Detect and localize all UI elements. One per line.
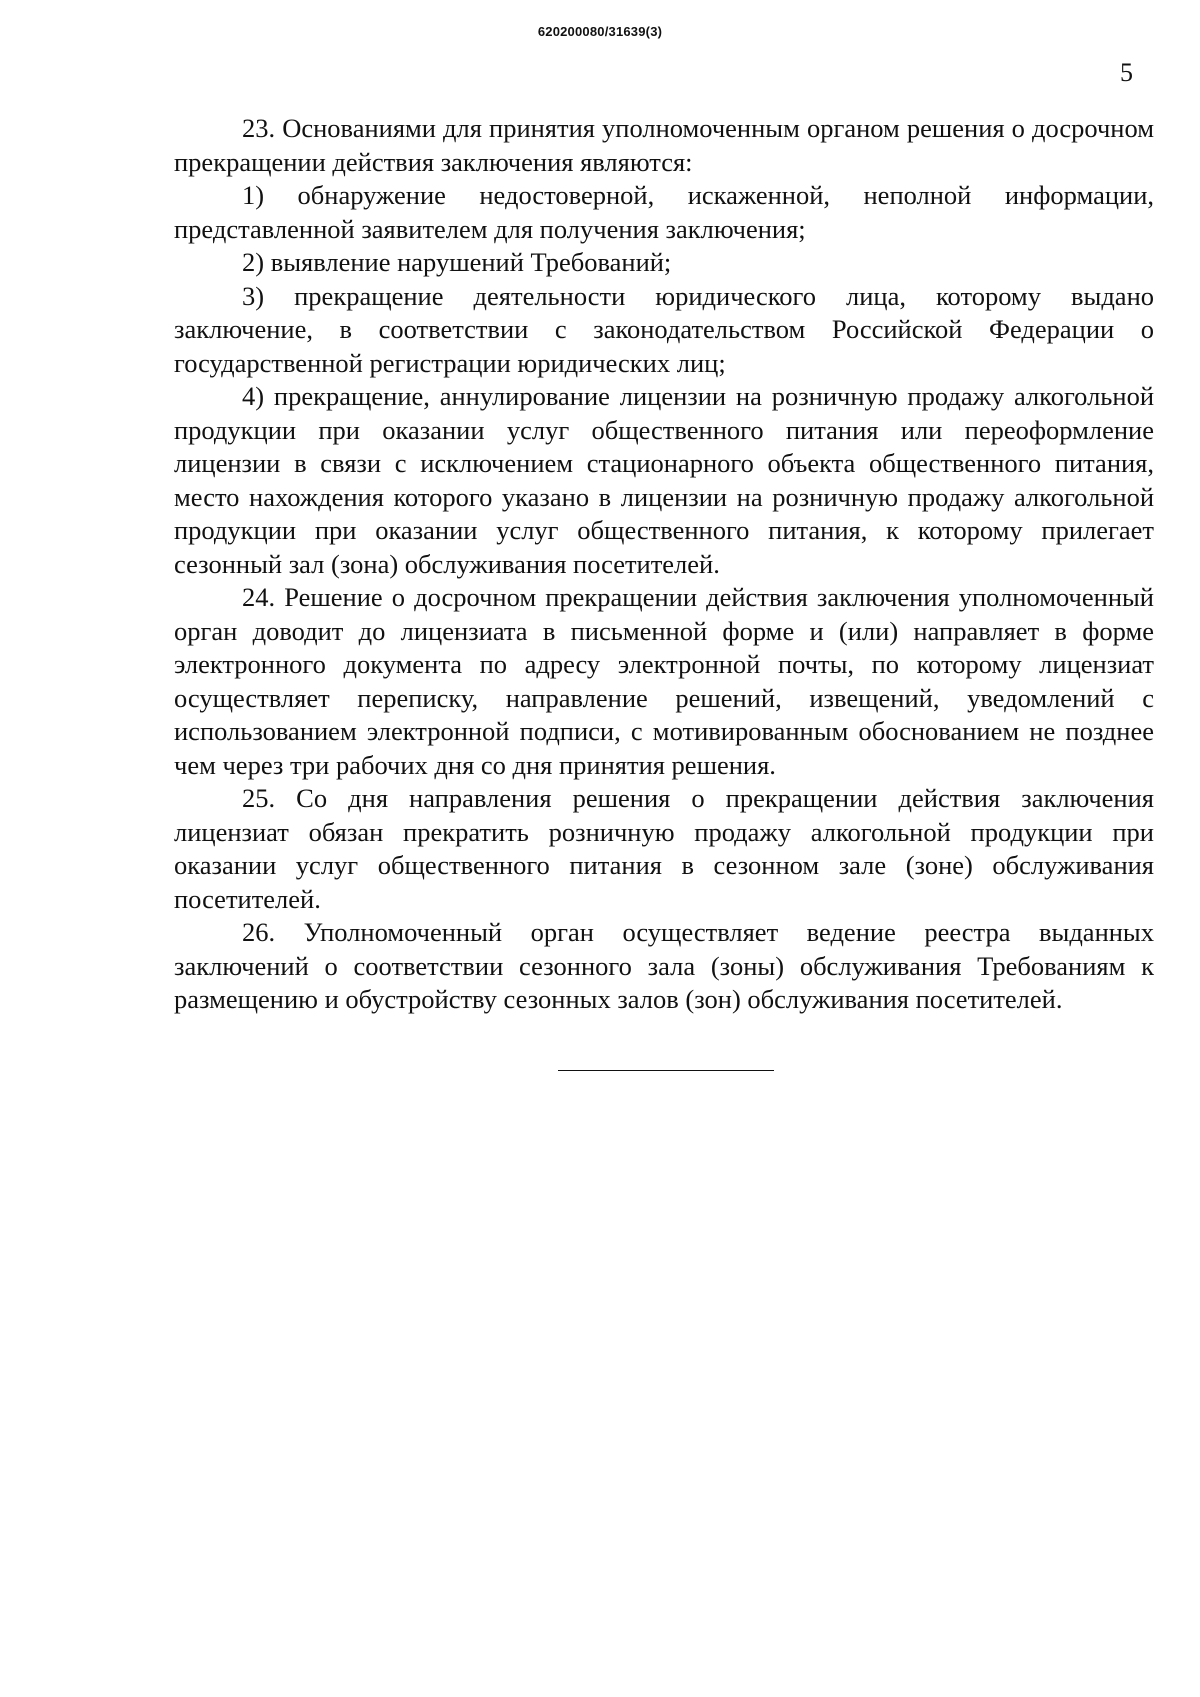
end-of-document-rule	[558, 1070, 774, 1071]
paragraph-23-item-3: 3) прекращение деятельности юридического лица, которому выдано заключение, в соответствии с законодательством Российской Федерации о государственной регистрации юридических лиц;	[174, 280, 1154, 378]
paragraph-23-item-2: 2) выявление нарушений Требований;	[242, 247, 672, 277]
paragraph-23: 23. Основаниями для принятия уполномоченным органом решения о досрочном прекращении действия заключения являются:	[174, 113, 1154, 177]
paragraph-23-item-4: 4) прекращение, аннулирование лицензии на розничную продажу алкогольной продукции при оказании услуг общественного питания или переоформление лицензии в связи с исключением стационарного объекта общественного питания, место нахождения которого указано в лицензии на розничную продажу алкогольной продукции при оказании услуг общественного питания, к которому прилегает сезонный зал (зона) обслуживания посетителей.	[174, 381, 1154, 579]
paragraph-23-item-1: 1) обнаружение недостоверной, искаженной, неполной информации, представленной заявителем для получения заключения;	[174, 180, 1154, 244]
paragraph-26: 26. Уполномоченный орган осуществляет ведение реестра выданных заключений о соответствии сезонного зала (зоны) обслуживания Требованиям к размещению и обустройству сезонных залов (зон) обслуживания посетителей.	[174, 917, 1154, 1014]
paragraph-25: 25. Со дня направления решения о прекращении действия заключения лицензиат обязан прекратить розничную продажу алкогольной продукции при оказании услуг общественного питания в сезонном зале (зоне) обслуживания посетителей.	[174, 783, 1154, 914]
paragraph-24: 24. Решение о досрочном прекращении действия заключения уполномоченный орган доводит до лицензиата в письменной форме и (или) направляет в форме электронного документа по адресу электронной почты, по которому лицензиат осуществляет переписку, направление решений, извещений, уведомлений с использованием электронной подписи, с мотивированным обоснованием не позднее чем через три рабочих дня со дня принятия решения.	[174, 582, 1154, 780]
document-body	[174, 112, 1154, 1017]
page-number: 5	[1120, 58, 1133, 87]
document-registration-number: 620200080/31639(3)	[537, 24, 663, 39]
